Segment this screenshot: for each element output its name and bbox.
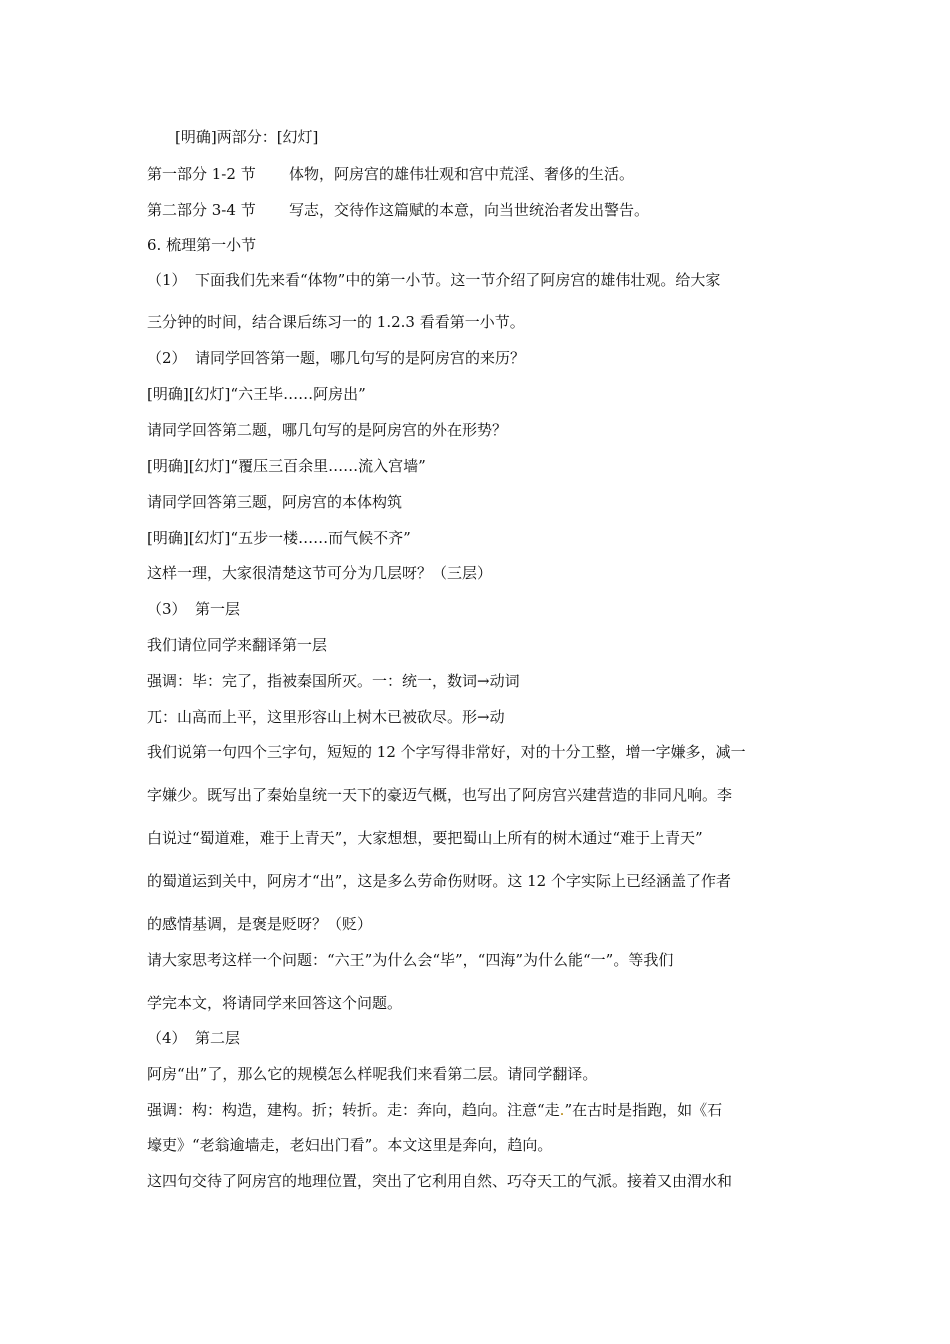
line-text: 第二层 [195, 1029, 241, 1047]
line-text: 兀：山高而上平，这里形容山上树木已被砍尽。形→动 [147, 708, 505, 726]
numbered-paragraph [147, 599, 812, 619]
paragraph [147, 1064, 812, 1084]
line-text: 请大家思考这样一个问题：“六王”为什么会“毕”，“四海”为什么能“一”。等我们 [147, 951, 674, 969]
line-text: [明确][幻灯]“六王毕……阿房出” [147, 385, 366, 403]
line-text: 这四句交待了阿房宫的地理位置，突出了它利用自然、巧夺天工的气派。接着又由渭水和 [147, 1172, 733, 1190]
paragraph [147, 871, 812, 891]
line-text: 下面我们先来看“体物”中的第一小节。这一节介绍了阿房宫的雄伟壮观。给大家 [195, 271, 721, 289]
paragraph [147, 635, 812, 655]
paragraph [147, 742, 812, 762]
paragraph [147, 1135, 812, 1155]
section-row [147, 164, 812, 184]
section-row [147, 200, 812, 220]
line-text: 6. 梳理第一小节 [147, 236, 257, 254]
section-description: 体物，阿房宫的雄伟壮观和宫中荒淫、奢侈的生活。 [289, 165, 635, 183]
line-text: 请同学回答第一题，哪几句写的是阿房宫的来历？ [195, 349, 526, 367]
line-text: 的感情基调，是褒是贬呀？（贬） [147, 915, 373, 933]
numbered-paragraph [147, 348, 812, 368]
section-label: 第一部分 1-2 节 [147, 165, 256, 183]
paragraph [147, 563, 812, 583]
line-text: [明确][幻灯]“覆压三百余里……流入宫墙” [147, 457, 426, 475]
emphasis-line [147, 707, 812, 727]
item-number: （1） [147, 271, 187, 289]
line-text: [明确]两部分：[幻灯] [175, 128, 319, 146]
section-label: 第二部分 3-4 节 [147, 201, 256, 219]
numbered-paragraph [147, 1028, 812, 1048]
answer-line [147, 456, 812, 476]
line-text: 三分钟的时间，结合课后练习一的 1.2.3 看看第一小节。 [147, 313, 525, 331]
line-text: 请同学回答第二题，哪几句写的是阿房宫的外在形势？ [147, 421, 508, 439]
line-text: 第一层 [195, 600, 241, 618]
paragraph [147, 914, 812, 934]
line-text: 白说过“蜀道难，难于上青天”，大家想想，要把蜀山上所有的树木通过“难于上青天” [147, 829, 703, 847]
line-text: 强调：构：构造，建构。折；转折。走：奔向，趋向。注意“走 [147, 1101, 560, 1119]
line-text: 我们请位同学来翻译第一层 [147, 636, 328, 654]
paragraph [147, 950, 812, 970]
line-text: 请同学回答第三题，阿房宫的本体构筑 [147, 493, 403, 511]
line-text: 这样一理，大家很清楚这节可分为几层呀？（三层） [147, 564, 493, 582]
line-text: 壕吏》“老翁逾墙走，老妇出门看”。本文这里是奔向，趋向。 [147, 1136, 553, 1154]
paragraph [147, 993, 812, 1013]
step-heading [147, 235, 812, 255]
paragraph [147, 1171, 812, 1191]
paragraph [175, 127, 840, 147]
question-line [147, 420, 812, 440]
paragraph [147, 785, 812, 805]
line-text: 的蜀道运到关中，阿房才“出”，这是多么劳命伤财呀。这 12 个字实际上已经涵盖了作者 [147, 872, 731, 890]
line-text: [明确][幻灯]“五步一楼……而气候不齐” [147, 529, 411, 547]
emphasis-line [147, 671, 812, 691]
answer-line [147, 384, 812, 404]
numbered-paragraph [147, 270, 812, 290]
line-text: 强调：毕：完了，指被秦国所灭。一：统一，数词→动词 [147, 672, 520, 690]
paragraph [147, 312, 812, 332]
line-text: 阿房“出”了，那么它的规模怎么样呢我们来看第二层。请同学翻译。 [147, 1065, 598, 1083]
emphasis-line [147, 1100, 812, 1120]
answer-line [147, 528, 812, 548]
paragraph [147, 828, 812, 848]
emphasis-dot: . [559, 1101, 565, 1119]
item-number: （4） [147, 1029, 187, 1047]
line-text: ”在古时是指跑，如《石 [564, 1101, 723, 1119]
section-description: 写志，交待作这篇赋的本意，向当世统治者发出警告。 [289, 201, 650, 219]
item-number: （2） [147, 349, 187, 367]
line-text: 字嫌少。既写出了秦始皇统一天下的豪迈气概，也写出了阿房宫兴建营造的非同凡响。李 [147, 786, 733, 804]
line-text: 我们说第一句四个三字句，短短的 12 个字写得非常好，对的十分工整，增一字嫌多，减一 [147, 743, 746, 761]
question-line [147, 492, 812, 512]
item-number: （3） [147, 600, 187, 618]
line-text: 学完本文，将请同学来回答这个问题。 [147, 994, 403, 1012]
